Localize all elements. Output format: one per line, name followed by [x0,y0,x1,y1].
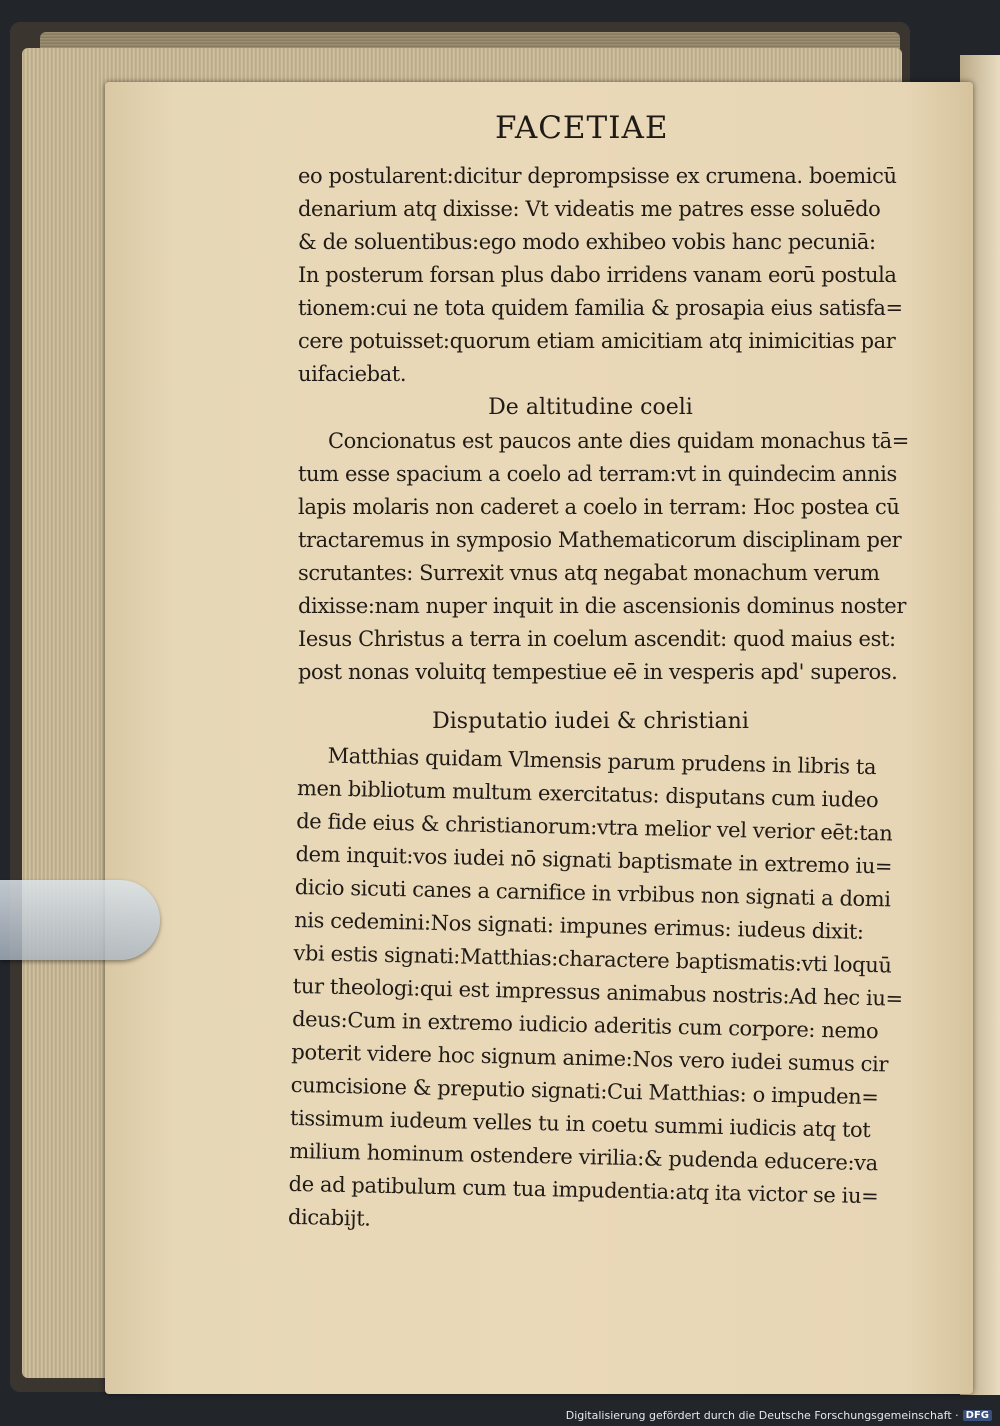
text-line: men bibliotum multum exercitatus: disputans cum iudeo [296,775,879,813]
text-line: tissimum iudeum velles tu in coetu summi iudicis atq tot [289,1105,871,1143]
text-line: Matthias quidam Vlmensis parum prudens in libris ta [327,743,877,780]
dfg-logo: DFG [963,1410,992,1421]
paragraph-1 [298,160,913,391]
text-line: denarium atq dixisse: Vt videatis me patres esse soluēdo [298,197,881,221]
text-line: dicio sicuti canes a carnifice in vrbibus non signati a domi [294,874,891,912]
text-line: Concionatus est paucos ante dies quidam monachus tā= [328,429,909,453]
text-line: cere potuisset:quorum etiam amicitiam atq inimicitias par [298,329,896,353]
text-line: nis cedemini:Nos signati: impunes erimus: iudeus dixit: [293,907,864,944]
text-line: milium hominum ostendere virilia:& pudenda educere:va [289,1138,878,1176]
text-line: Iesus Christus a terra in coelum ascendit: quod maius est: [298,627,896,651]
text-line: tum esse spacium a coelo ad terram:vt in quindecim annis [298,462,897,486]
plastic-page-clip [0,880,160,960]
paragraph-3 [288,739,913,1247]
text-line: de fide eius & christianorum:vtra melior vel verior eēt:tan [296,808,893,846]
text-line: post nonas voluitq tempestiue eē in vesperis apd' superos. [298,660,898,684]
text-line: dem inquit:vos iudei nō signati baptismate in extremo iu= [295,841,893,879]
text-line: tionem:cui ne tota quidem familia & prosapia eius satisfa= [298,296,903,320]
text-line: & de soluentibus:ego modo exhibeo vobis hanc pecuniā: [298,230,876,254]
text-line: poterit videre hoc signum anime:Nos vero iudei sumus cir [291,1039,889,1077]
text-line: In posterum forsan plus dabo irridens vanam eorū postula [298,263,897,287]
text-line: tur theologi:qui est impressus animabus nostris:Ad hec iu= [292,973,903,1011]
footer-text: Digitalisierung gefördert durch die Deutsche Forschungsgemeinschaft · [565,1409,959,1422]
section-heading: Disputatio iudei & christiani [432,709,749,734]
digitization-footer [566,1409,992,1422]
text-line: tractaremus in symposio Mathematicorum disciplinam per [298,528,902,552]
text-line: uifaciebat. [298,362,407,386]
text-line: scrutantes: Surrexit vnus atq negabat monachum verum [298,561,880,585]
text-line: dixisse:nam nuper inquit in die ascensionis dominus noster [298,594,906,618]
text-line: eo postularent:dicitur deprompsisse ex crumena. boemicū [298,164,897,188]
text-block [287,160,913,1234]
text-line: cumcisione & preputio signati:Cui Matthias: o impuden= [290,1072,879,1110]
text-line: vbi estis signati:Matthias:charactere baptismatis:vti loquū [293,940,892,978]
section-heading: De altitudine coeli [488,395,693,420]
text-line: deus:Cum in extremo iudicio aderitis cum corpore: nemo [291,1006,879,1044]
running-head: FACETIAE [495,110,669,146]
text-line: de ad patibulum cum tua impudentia:atq ita victor se iu= [288,1171,879,1209]
paragraph-2 [298,425,913,689]
text-line: lapis molaris non caderet a coelo in terram: Hoc postea cū [298,495,900,519]
text-line: dicabijt. [287,1204,371,1231]
